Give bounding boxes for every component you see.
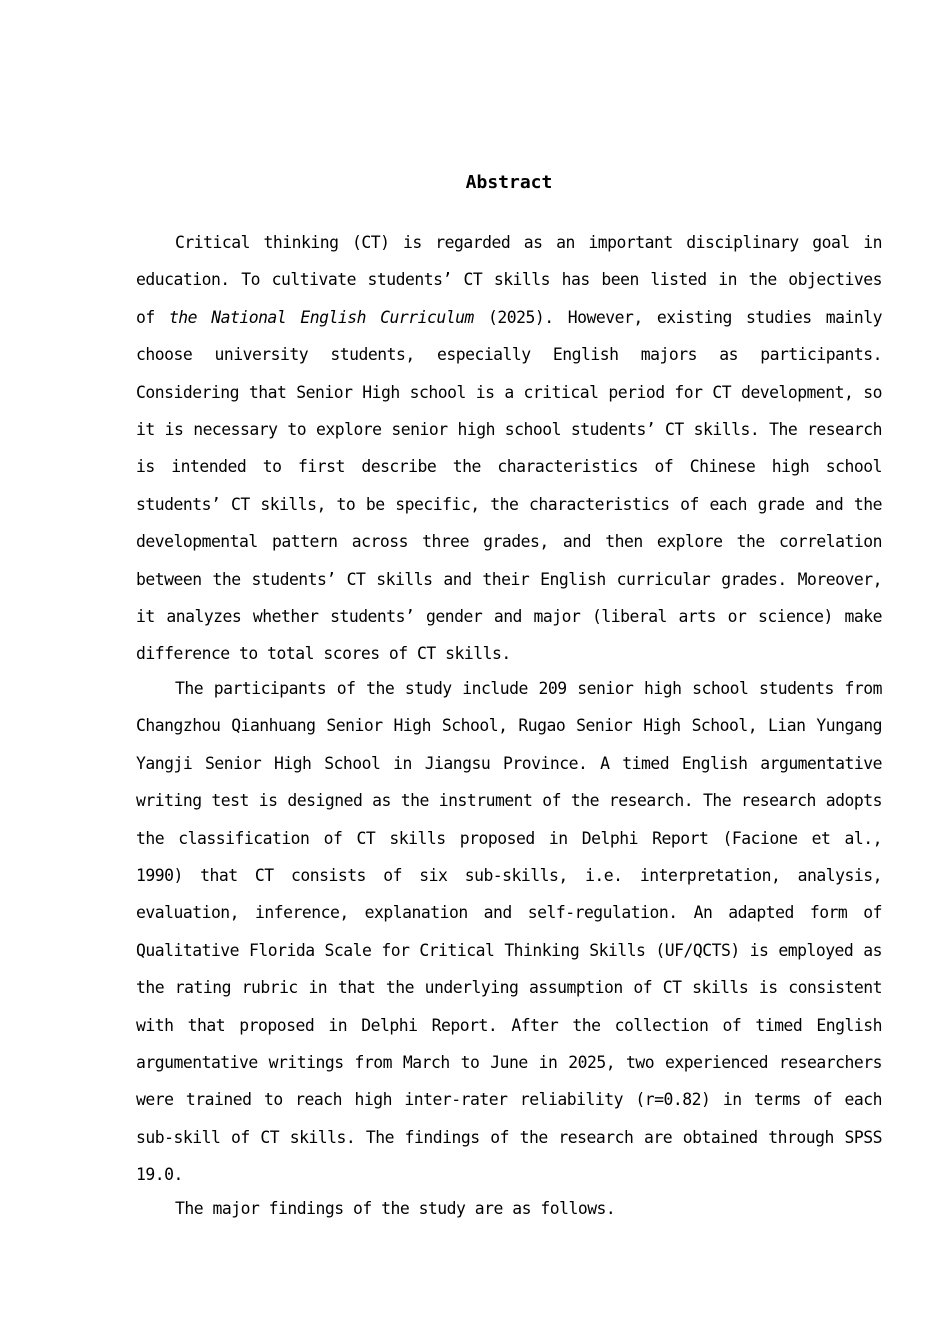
abstract-paragraph-3: The major findings of the study are as follows. bbox=[175, 1199, 616, 1218]
paragraph-1-text-b: (2025). However, existing studies mainly choose university students, especially English majors as participants. Considering that Senior High school is a critical period for CT development, so it is necessary to explore senior high school students’ CT skills. The research is intended to first describe the characteristics of Chinese high school students’ CT skills, to be specific, the characteristics of each grade and the developmental pattern across three grades, and then explore the correlation between the students’ CT skills and their English curricular grades. Moreover, it analyzes whether students’ gender and major (liberal arts or science) make difference to total scores of CT skills. bbox=[136, 307, 882, 664]
abstract-paragraph-1 bbox=[136, 224, 882, 673]
abstract-paragraph-2: The participants of the study include 209 senior high school students from Changzhou Qianhuang Senior High School, Rugao Senior High School, Lian Yungang Yangji Senior High School in Jiangsu Province. A timed English argumentative writing test is designed as the instrument of the research. The research adopts the classification of CT skills proposed in Delphi Report (Facione et al., 1990) that CT consists of six sub-skills, i.e. interpretation, analysis, evaluation, inference, explanation and self-regulation. An adapted form of Qualitative Florida Scale for Critical Thinking Skills (UF/QCTS) is employed as the rating rubric in that the underlying assumption of CT skills is consistent with that proposed in Delphi Report. After the collection of timed English argumentative writings from March to June in 2025, two experienced researchers were trained to reach high inter-rater reliability (r=0.82) in terms of each sub-skill of CT skills. The findings of the research are obtained through SPSS 19.0. bbox=[136, 679, 882, 1185]
abstract-heading: Abstract bbox=[465, 172, 553, 193]
paragraph-1-text-a: Critical thinking (CT) is regarded as an important disciplinary goal in education. To cultivate students’ CT skills has been listed in the objectives of bbox=[136, 233, 882, 327]
curriculum-title-italic: the National English Curriculum bbox=[168, 307, 474, 327]
